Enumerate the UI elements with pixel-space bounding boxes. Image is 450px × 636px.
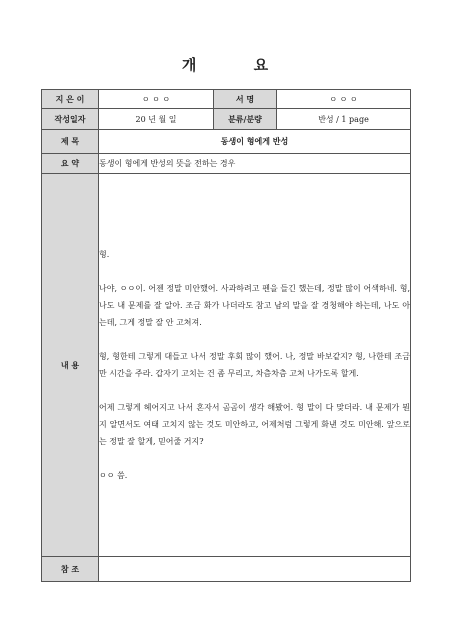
summary-label: 요 약 xyxy=(42,154,99,174)
name-label: 서 명 xyxy=(214,90,277,109)
category-value: 반성 / 1 page xyxy=(277,109,411,130)
author-value: ㅇ ㅇ ㅇ xyxy=(99,90,214,109)
subject-value: 동생이 형에게 반성 xyxy=(99,130,411,154)
summary-form-table xyxy=(41,89,411,582)
author-label: 지 은 이 xyxy=(42,90,99,109)
content-label: 내 용 xyxy=(42,174,99,557)
reference-row xyxy=(42,557,411,582)
content-paragraph: 어제 그렇게 헤어지고 나서 혼자서 곰곰이 생각 해봤어. 형 말이 다 맞더라. 내 문제가 뭔지 알면서도 여태 고치지 않는 것도 미안하고, 어제처럼 그렇게 화낸 것도 미안해. 앞으로는 정말 잘 할게, 믿어줄 거지? xyxy=(99,403,410,446)
subject-label: 제 목 xyxy=(42,130,99,154)
summary-row xyxy=(42,154,411,174)
reference-value xyxy=(99,557,411,582)
name-value: ㅇ ㅇ ㅇ xyxy=(277,90,411,109)
content-paragraph: 나야, ㅇㅇ이. 어젠 정말 미안했어. 사과하려고 펜을 들긴 했는데, 정말 많이 어색하네. 형, 나도 내 문제를 잘 알아. 조금 화가 나더라도 참고 남의 말을 잘 경청해야 하는데, 나도 아는데, 그게 정말 잘 안 고쳐져. xyxy=(99,284,410,327)
content-paragraph: 형, 형한테 그렇게 대들고 나서 정말 후회 많이 했어. 나, 정말 바보같지? 형, 나한테 조금만 시간을 주라. 갑자기 고치는 건 좀 무리고, 차츰차츰 고쳐 나가도록 할게. xyxy=(99,352,410,378)
summary-value: 동생이 형에게 반성의 뜻을 전하는 경우 xyxy=(99,154,411,174)
reference-label: 참 조 xyxy=(42,557,99,582)
date-label: 작성일자 xyxy=(42,109,99,130)
category-label: 분류/분량 xyxy=(214,109,277,130)
document-title: 개 요 xyxy=(181,56,295,74)
subject-row xyxy=(42,130,411,154)
date-value: 20 년 월 일 xyxy=(99,109,214,130)
author-row xyxy=(42,90,411,109)
content-row xyxy=(42,174,411,557)
content-body xyxy=(99,174,411,557)
content-paragraph: ㅇㅇ 씀. xyxy=(99,471,128,480)
content-paragraph: 형. xyxy=(99,250,110,259)
date-row xyxy=(42,109,411,130)
